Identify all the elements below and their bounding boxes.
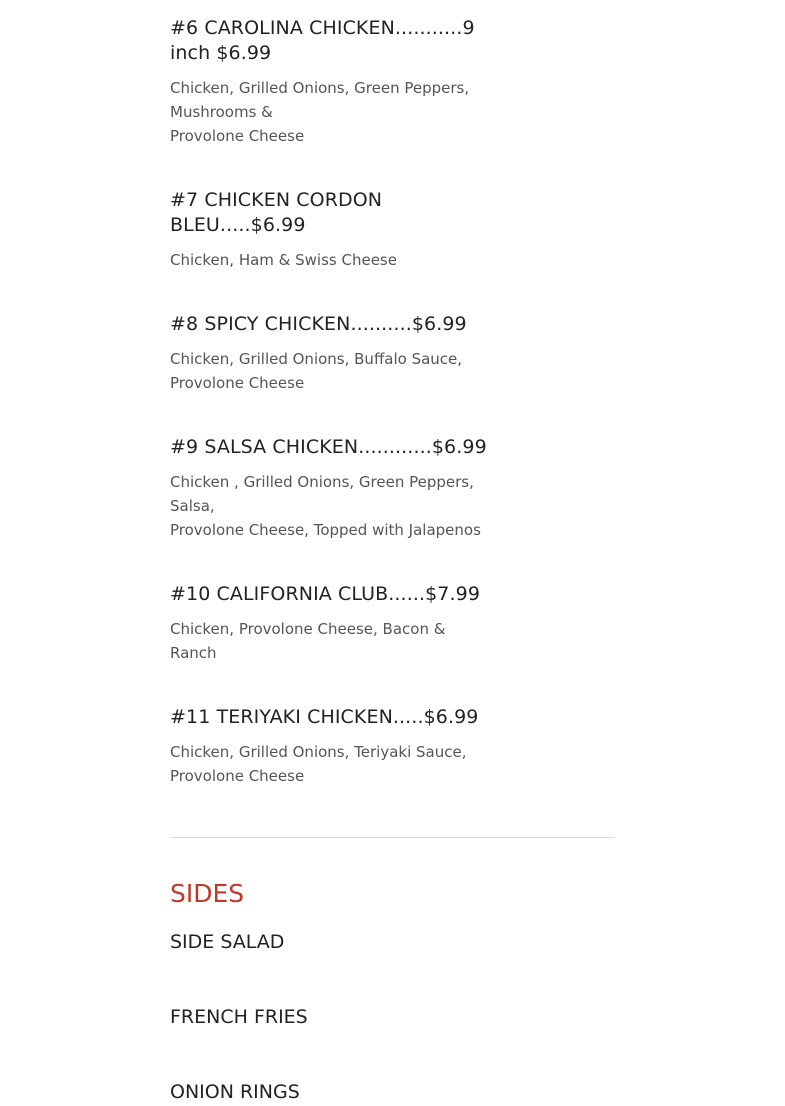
menu-item-title-line: BLEU.....$6.99 xyxy=(170,214,306,236)
menu-item-desc-line: Chicken, Provolone Cheese, Bacon & xyxy=(170,620,446,638)
side-item-title: SIDE SALAD xyxy=(170,931,285,953)
menu-item-title xyxy=(170,188,490,238)
menu-item-title-line: #6 CAROLINA CHICKEN...........9 xyxy=(170,17,475,39)
menu-item-title xyxy=(170,582,490,607)
menu-item-description xyxy=(170,248,490,272)
menu-item-title xyxy=(170,705,490,730)
sides-heading: SIDES xyxy=(170,879,245,908)
menu-item-desc-line: Provolone Cheese xyxy=(170,127,305,145)
menu-item-description xyxy=(170,470,490,542)
menu-item-title-line: inch $6.99 xyxy=(170,42,272,64)
menu-item-desc-line: Chicken, Ham & Swiss Cheese xyxy=(170,251,397,269)
menu-item-title-line: #8 SPICY CHICKEN..........$6.99 xyxy=(170,313,467,335)
menu-item-title xyxy=(170,16,490,66)
menu-item-title-line: #11 TERIYAKI CHICKEN.....$6.99 xyxy=(170,706,479,728)
menu-item-description xyxy=(170,617,490,665)
menu-item-desc-line: Provolone Cheese xyxy=(170,374,305,392)
menu-item-description xyxy=(170,76,490,148)
menu-item-desc-line: Chicken, Grilled Onions, Teriyaki Sauce, xyxy=(170,743,467,761)
menu-item-description xyxy=(170,347,490,395)
menu-item-title-line: #10 CALIFORNIA CLUB......$7.99 xyxy=(170,583,481,605)
menu-item-title-line: #9 SALSA CHICKEN............$6.99 xyxy=(170,436,487,458)
menu-item-desc-line: Chicken, Grilled Onions, Buffalo Sauce, xyxy=(170,350,463,368)
menu-item-desc-line: Chicken , Grilled Onions, Green Peppers, xyxy=(170,473,474,491)
menu-item-desc-line: Provolone Cheese xyxy=(170,767,305,785)
menu-item-desc-line: Provolone Cheese, Topped with Jalapenos xyxy=(170,521,481,539)
menu-item-title xyxy=(170,435,490,460)
menu-item-desc-line: Chicken, Grilled Onions, Green Peppers, xyxy=(170,79,470,97)
menu-item-title-line: #7 CHICKEN CORDON xyxy=(170,189,383,211)
menu-item-desc-line: Salsa, xyxy=(170,497,215,515)
menu-item-title xyxy=(170,312,490,337)
menu-item-desc-line: Mushrooms & xyxy=(170,103,273,121)
section-divider xyxy=(170,837,615,838)
menu-item-description xyxy=(170,740,490,788)
menu-item-desc-line: Ranch xyxy=(170,644,217,662)
side-item-title: ONION RINGS xyxy=(170,1081,300,1103)
side-item-title: FRENCH FRIES xyxy=(170,1006,308,1028)
